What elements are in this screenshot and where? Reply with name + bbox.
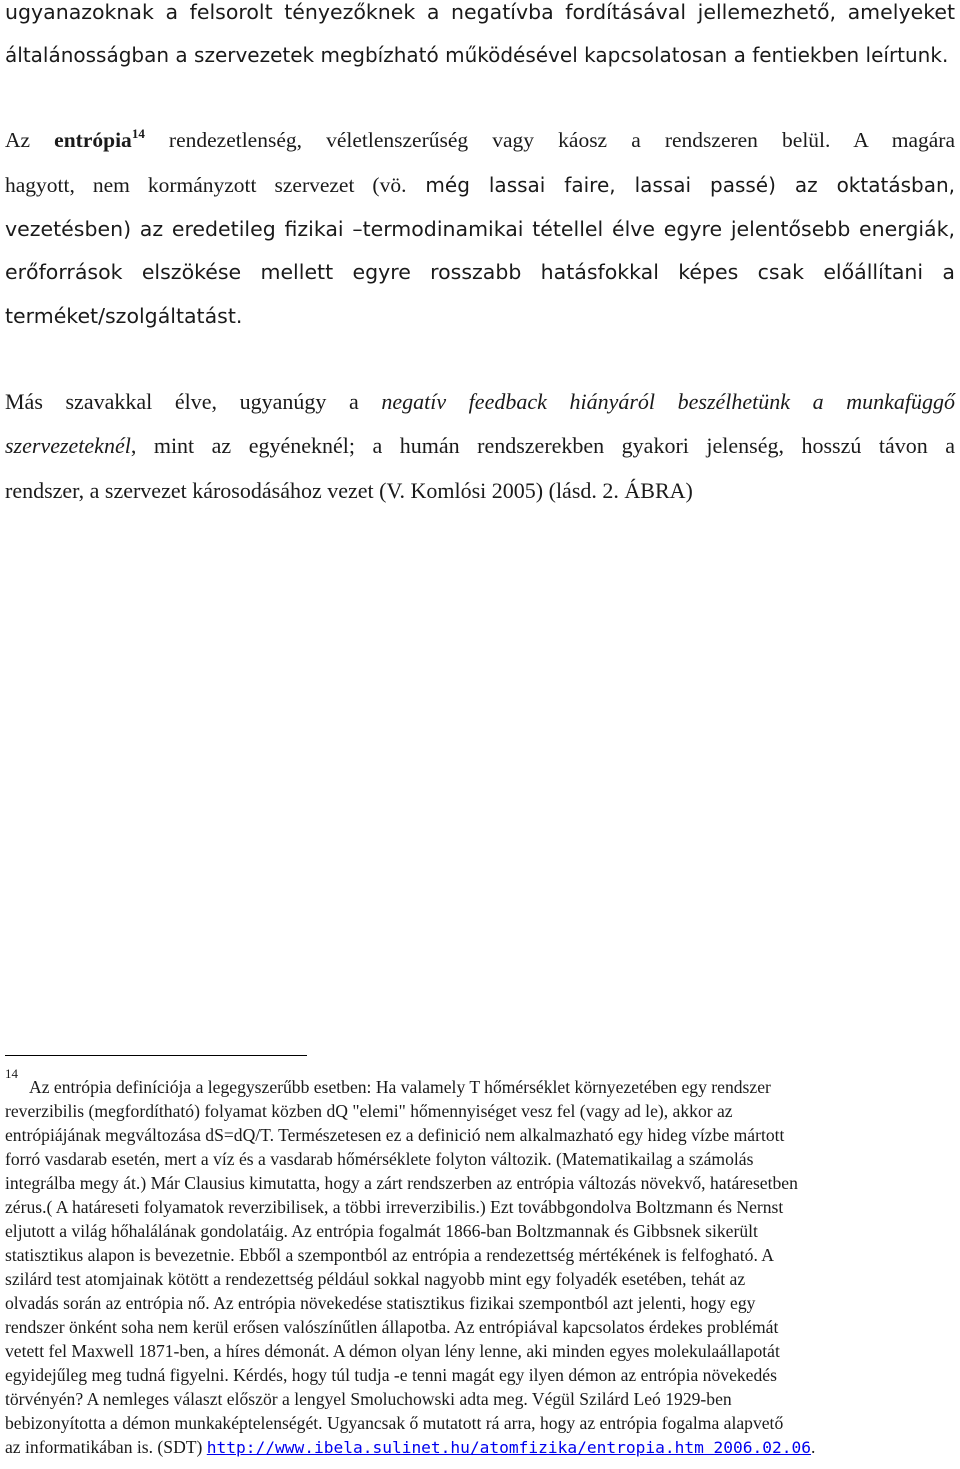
text: forró vasdarab esetén, mert a víz és a vasdarab hőmérséklete folyton változik. (Matematikailag a számolás — [5, 1149, 754, 1169]
footnote-line-3 — [5, 1124, 955, 1146]
text: vezetésben) az eredetileg fizikai –termodinamikai tétellel élve egyre jelentősebb energiák, — [5, 217, 955, 241]
text: az informatikában is. (SDT) — [5, 1437, 207, 1457]
text: egyidejűleg meg tudná figyelni. Kérdés, hogy túl tudja -e tenni magát egy ilyen démon az entrópia növekedés — [5, 1365, 777, 1385]
footnote-line-13 — [5, 1364, 955, 1386]
text: zérus.( A határeseti folyamatok reverzibilisek, a többi irreverzibilis.) Ezt továbbgondolva Boltzmann és Nernst — [5, 1197, 784, 1217]
text: Más szavakkal élve, ugyanúgy a — [5, 389, 382, 414]
footnote-line-4 — [5, 1148, 955, 1170]
text: reverzibilis (megfordítható) folyamat közben dQ "elemi" hőmennyiséget vesz fel (vagy ad le), akkor az — [5, 1101, 733, 1121]
paragraph-2-line-5 — [5, 304, 955, 328]
text: általánosságban a szervezetek megbízható működésével kapcsolatosan a fentiekben leírtunk. — [5, 43, 949, 67]
text: rendszer, a szervezet károsodásához vezet (V. Komlósi 2005) (lásd. 2. ÁBRA) — [5, 478, 693, 503]
text: , mint az egyéneknél; a humán rendszerekben gyakori jelenség, hosszú távon a — [130, 433, 955, 458]
paragraph-2-line-4 — [5, 260, 955, 284]
footnote-line-5 — [5, 1172, 955, 1194]
source-link[interactable]: http://www.ibela.sulinet.hu/atomfizika/entropia.htm 2006.02.06 — [206, 1438, 812, 1457]
text: ugyanazoknak a felsorolt tényezőknek a negatívba fordításával jellemezhető, amelyeket — [5, 0, 955, 24]
text: rendezetlenség, véletlenszerűség vagy káosz a rendszeren belül. A magára — [144, 128, 955, 152]
term-entropia: entrópia — [54, 128, 132, 152]
footnote-line-12 — [5, 1340, 955, 1362]
footnote-line-6 — [5, 1196, 955, 1218]
paragraph-3-line-2 — [5, 434, 955, 458]
text: erőforrások elszökése mellett egyre rosszabb hatásfokkal képes csak előállítani a — [5, 260, 955, 284]
footnote-line-11 — [5, 1316, 955, 1338]
text: eljutott a világ hőhalálának gondolatáig. Az entrópia fogalmát 1866-ban Boltzmannak és Gibbsnek sikerült — [5, 1221, 758, 1241]
footnote-number: 14 — [5, 1066, 18, 1081]
text: szilárd test atomjainak kötött a rendezettség például sokkal nagyobb mint egy folyadék esetében, tehát az — [5, 1269, 746, 1289]
text: még lassai faire, lassai passé) az oktatásban, — [406, 173, 955, 197]
footnote-line-1 — [5, 1076, 960, 1098]
text: törvényén? A nemleges választ először a lengyel Smoluchowski adta meg. Végül Szilárd Leó 1929-ben — [5, 1389, 732, 1409]
paragraph-3-line-3 — [5, 479, 955, 503]
paragraph-2-line-2 — [5, 173, 955, 197]
footnote-line-14 — [5, 1388, 955, 1410]
paragraph-3-line-1 — [5, 390, 955, 414]
text: entrópiájának megváltozása dS=dQ/T. Természetesen ez a definició nem alkalmazható egy hideg vízbe mártott — [5, 1125, 785, 1145]
text: bebizonyította a démon munkaképtelenségét. Ugyancsak ő mutatott rá arra, hogy az entrópia fogalma alapvető — [5, 1413, 784, 1433]
text: Az entrópia definíciója a legegyszerűbb esetben: Ha valamely T hőmérséklet környezetében egy rendszer — [29, 1077, 771, 1097]
italic-phrase: szervezeteknél — [5, 433, 131, 458]
footnote-reference[interactable]: 14 — [131, 126, 145, 141]
footnote-line-10 — [5, 1292, 955, 1314]
footnote-line-8 — [5, 1244, 955, 1266]
paragraph-2-line-1 — [5, 128, 955, 152]
text: integrálba megy át.) Már Clausius kimutatta, hogy a zárt rendszerben az entrópia változás növekvő, határesetben — [5, 1173, 798, 1193]
text: olvadás során az entrópia nő. Az entrópia növekedése statisztikus fizikai szempontból azt jelenti, hogy egy — [5, 1293, 756, 1313]
text: . — [811, 1437, 816, 1457]
footnote-line-2 — [5, 1100, 955, 1122]
footnote-line-15 — [5, 1412, 955, 1434]
paragraph-1-line-2 — [5, 43, 955, 67]
text: statisztikus alapon is bevezetnie. Ebből a szempontból az entrópia a rendezettség mértékének is felfogható. A — [5, 1245, 774, 1265]
text: terméket/szolgáltatást. — [5, 304, 243, 328]
text: hagyott, nem kormányzott szervezet (vö. — [5, 173, 407, 197]
footnote-separator — [5, 1055, 307, 1056]
italic-phrase: negatív feedback hiányáról beszélhetünk a munkafüggő — [381, 389, 955, 414]
text: rendszer önként soha nem kerül erősen valószínűtlen állapotba. Az entrópiával kapcsolatos érdekes problémát — [5, 1317, 779, 1337]
paragraph-1-line-1 — [5, 0, 955, 24]
paragraph-2-line-3 — [5, 217, 955, 241]
footnote-line-7 — [5, 1220, 955, 1242]
text: vetett fel Maxwell 1871-ben, a híres démonát. A démon olyan lény lenne, aki minden egyes molekulaállapotát — [5, 1341, 780, 1361]
text: Az — [5, 128, 55, 152]
footnote-line-9 — [5, 1268, 955, 1290]
footnote-line-16 — [5, 1436, 955, 1459]
